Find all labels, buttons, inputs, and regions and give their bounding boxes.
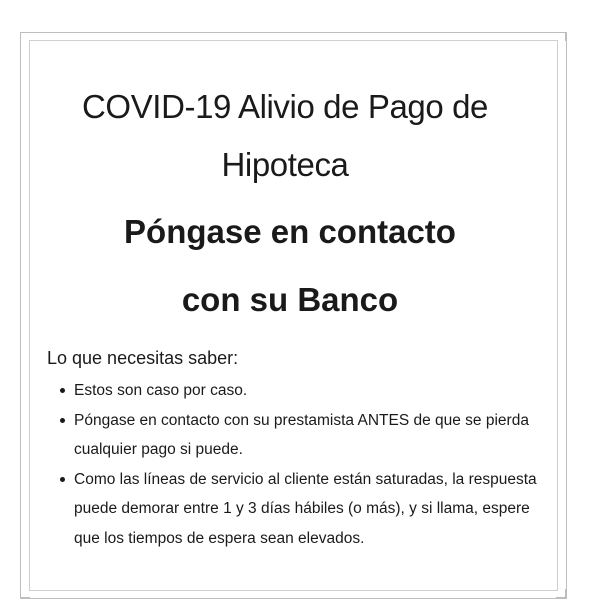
bullet-text: Estos son caso por caso.: [74, 382, 248, 399]
bullet-dot-icon: [60, 388, 65, 393]
section-heading: Lo que necesitas saber:: [47, 348, 239, 368]
headline-line-1: Póngase en contacto: [124, 213, 456, 250]
bullet-dot-icon: [60, 477, 65, 482]
bullet-list: [56, 376, 551, 553]
frame-corner-bottom-left: [20, 589, 30, 598]
bullet-text: Póngase en contacto con su prestamista ANTES de que se pierda cualquier pago si puede.: [74, 411, 529, 458]
headline-line-2: con su Banco: [181, 281, 399, 318]
frame-corner-top-right: [556, 32, 566, 41]
bullet-item: [56, 376, 551, 406]
bullet-text: Como las líneas de servicio al cliente están saturadas, la respuesta puede demorar entre 1 y 3 días hábiles (o más), y si llama, espere que los tiempos de espera sean elevados.: [74, 470, 537, 547]
headline: [60, 198, 520, 334]
document-title: COVID-19 Alivio de Pago de Hipoteca: [82, 88, 488, 183]
bullet-dot-icon: [60, 418, 65, 423]
bullet-item: [56, 406, 551, 465]
bullet-item: [56, 465, 551, 554]
frame-corner-bottom-right: [556, 589, 566, 598]
